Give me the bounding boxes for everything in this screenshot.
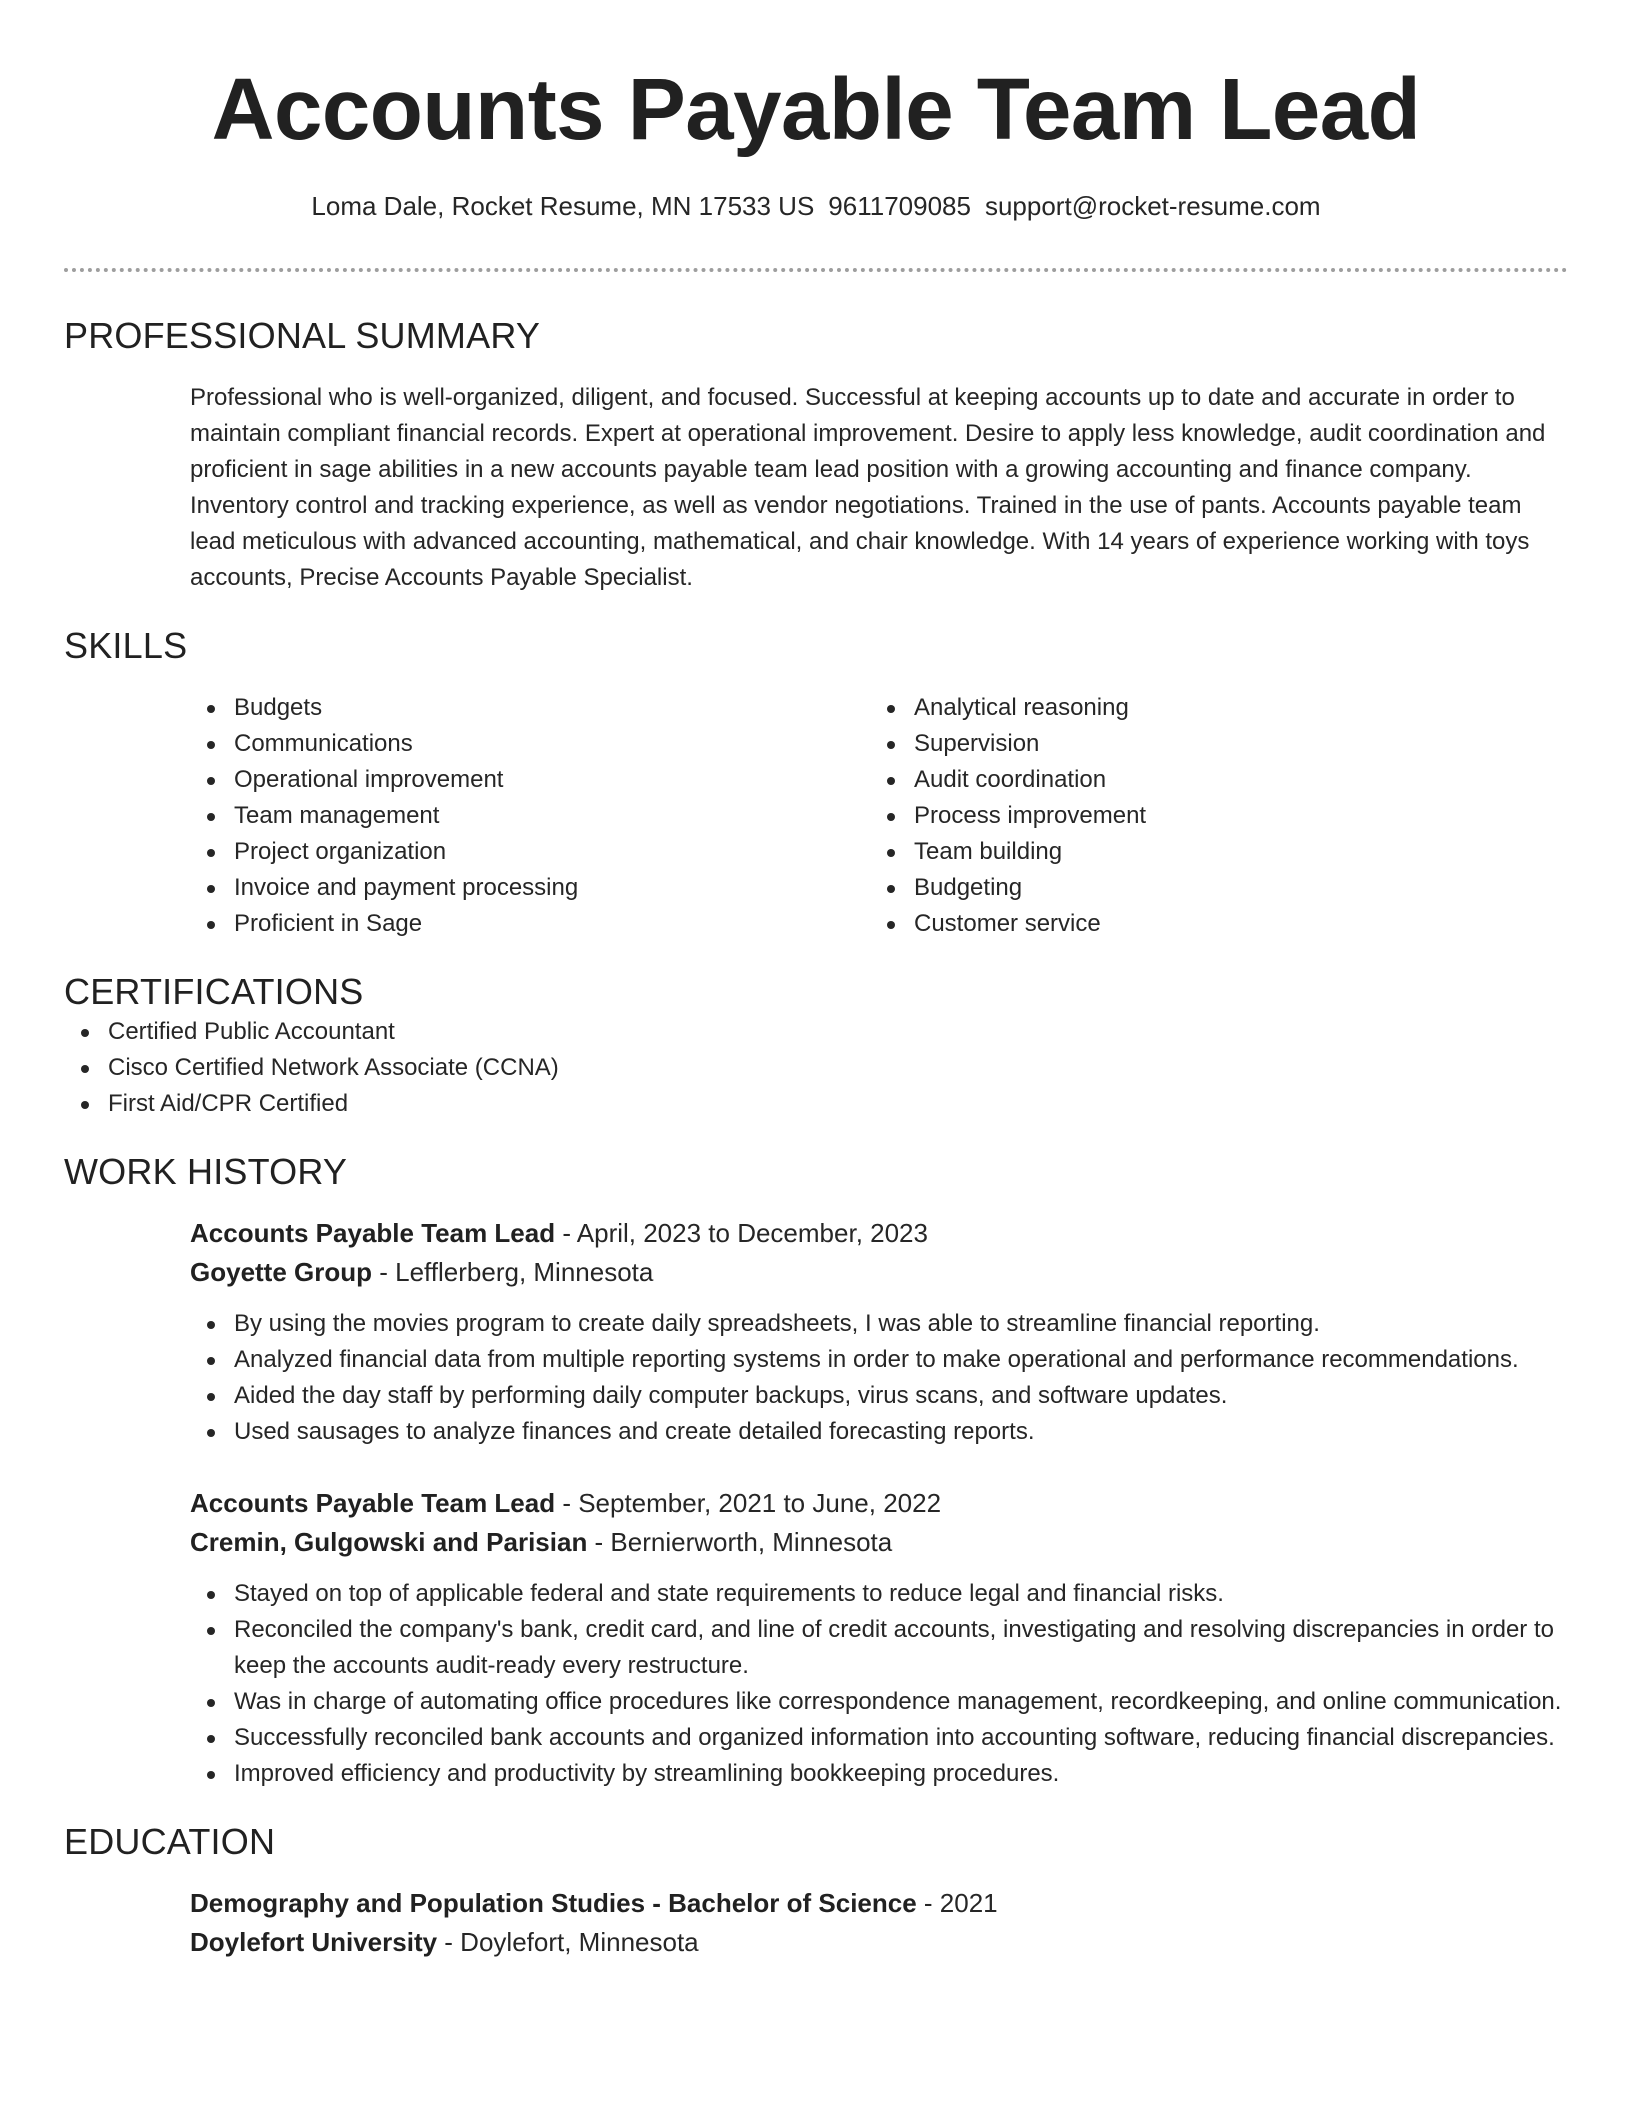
education-year: - 2021 bbox=[916, 1888, 998, 1918]
skill-item: Budgets bbox=[190, 690, 870, 726]
skill-item: Team building bbox=[870, 834, 1550, 870]
education-school: Doylefort University bbox=[190, 1927, 438, 1957]
candidate-name: Accounts Payable Team Lead bbox=[211, 61, 1421, 158]
skill-item: Supervision bbox=[870, 726, 1550, 762]
job-company-line bbox=[190, 1523, 1568, 1562]
header-divider bbox=[64, 268, 1568, 272]
skill-item: Project organization bbox=[190, 834, 870, 870]
skill-item: Team management bbox=[190, 798, 870, 834]
job-bullets bbox=[190, 1306, 1568, 1450]
certification-item: Cisco Certified Network Associate (CCNA) bbox=[64, 1050, 1568, 1086]
job-entry bbox=[190, 1484, 1568, 1792]
contact-email: support@rocket-resume.com bbox=[984, 191, 1321, 221]
section-title-education: EDUCATION bbox=[64, 1821, 276, 1862]
job-title: Accounts Payable Team Lead bbox=[190, 1218, 556, 1248]
job-bullet: By using the movies program to create daily spreadsheets, I was able to streamline financial reporting. bbox=[190, 1306, 1568, 1342]
skill-item: Invoice and payment processing bbox=[190, 870, 870, 906]
job-bullet: Analyzed financial data from multiple reporting systems in order to make operational and performance recommendations. bbox=[190, 1342, 1568, 1378]
job-bullets bbox=[190, 1576, 1568, 1792]
skills-list-right bbox=[870, 690, 1550, 942]
job-location: - Lefflerberg, Minnesota bbox=[372, 1257, 654, 1287]
job-company: Goyette Group bbox=[190, 1257, 373, 1287]
skill-item: Process improvement bbox=[870, 798, 1550, 834]
education-location: - Doylefort, Minnesota bbox=[437, 1927, 699, 1957]
job-company-line bbox=[190, 1253, 1568, 1292]
job-bullet: Stayed on top of applicable federal and state requirements to reduce legal and financial risks. bbox=[190, 1576, 1568, 1612]
job-entry bbox=[190, 1214, 1568, 1450]
section-title-work-history: WORK HISTORY bbox=[64, 1151, 348, 1192]
contact-line bbox=[64, 188, 1568, 224]
job-bullet: Used sausages to analyze finances and create detailed forecasting reports. bbox=[190, 1414, 1568, 1450]
certification-item: First Aid/CPR Certified bbox=[64, 1086, 1568, 1122]
job-bullet: Reconciled the company's bank, credit card, and line of credit accounts, investigating and resolving discrepancies in order to keep the accounts audit-ready every restructure. bbox=[190, 1612, 1568, 1684]
job-title-line bbox=[190, 1484, 1568, 1523]
job-bullet: Aided the day staff by performing daily computer backups, virus scans, and software updates. bbox=[190, 1378, 1568, 1414]
education-entry bbox=[190, 1884, 1568, 1962]
job-title-line bbox=[190, 1214, 1568, 1253]
skill-item: Audit coordination bbox=[870, 762, 1550, 798]
contact-phone: 9611709085 bbox=[828, 191, 971, 221]
skills-columns bbox=[190, 690, 1568, 942]
skill-item: Communications bbox=[190, 726, 870, 762]
summary-text: Professional who is well-organized, diligent, and focused. Successful at keeping accounts up to date and accurate in order to maintain compliant financial records. Expert at operational improvement. Desire to apply less knowledge, audit coordination and proficient in sage abilities in a new accounts payable team lead position with a growing accounting and finance company. Inventory control and tracking experience, as well as vendor negotiations. Trained in the use of pants. Accounts payable team lead meticulous with advanced accounting, mathematical, and chair knowledge. With 14 years of experience working with toys accounts, Precise Accounts Payable Specialist. bbox=[190, 384, 1546, 591]
job-company: Cremin, Gulgowski and Parisian bbox=[190, 1527, 588, 1557]
education-degree-line bbox=[190, 1884, 1568, 1923]
job-bullet: Improved efficiency and productivity by streamlining bookkeeping procedures. bbox=[190, 1756, 1568, 1792]
certifications-list bbox=[64, 1014, 1568, 1122]
job-dates: - September, 2021 to June, 2022 bbox=[555, 1488, 942, 1518]
section-title-summary: PROFESSIONAL SUMMARY bbox=[64, 315, 541, 356]
skill-item: Customer service bbox=[870, 906, 1550, 942]
job-title: Accounts Payable Team Lead bbox=[190, 1488, 556, 1518]
section-title-certifications: CERTIFICATIONS bbox=[64, 971, 364, 1012]
certification-item: Certified Public Accountant bbox=[64, 1014, 1568, 1050]
skill-item: Budgeting bbox=[870, 870, 1550, 906]
education-degree: Demography and Population Studies - Bachelor of Science bbox=[190, 1888, 917, 1918]
skill-item: Proficient in Sage bbox=[190, 906, 870, 942]
skill-item: Operational improvement bbox=[190, 762, 870, 798]
skills-list-left bbox=[190, 690, 870, 942]
contact-address: Loma Dale, Rocket Resume, MN 17533 US bbox=[311, 191, 815, 221]
section-title-skills: SKILLS bbox=[64, 625, 188, 666]
job-bullet: Successfully reconciled bank accounts and organized information into accounting software, reducing financial discrepancies. bbox=[190, 1720, 1568, 1756]
job-location: - Bernierworth, Minnesota bbox=[587, 1527, 893, 1557]
skill-item: Analytical reasoning bbox=[870, 690, 1550, 726]
job-dates: - April, 2023 to December, 2023 bbox=[555, 1218, 928, 1248]
education-school-line bbox=[190, 1923, 1568, 1962]
job-bullet: Was in charge of automating office procedures like correspondence management, recordkeeping, and online communication. bbox=[190, 1684, 1568, 1720]
